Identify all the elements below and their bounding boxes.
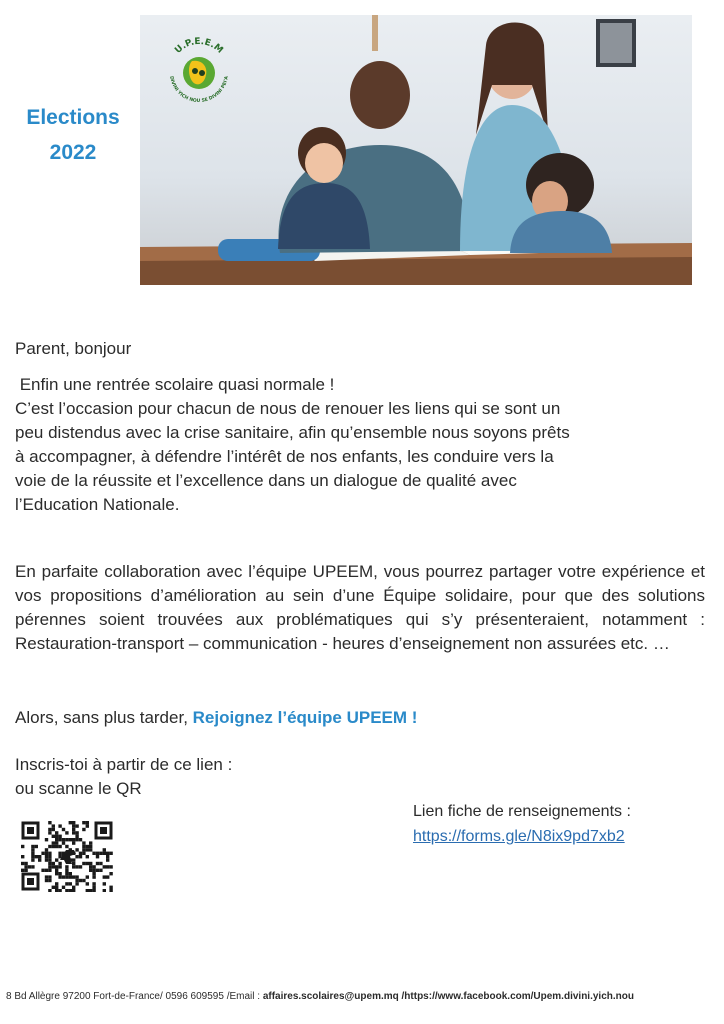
qr-module: [72, 862, 75, 865]
qr-module: [38, 855, 41, 858]
qr-module: [82, 848, 85, 851]
footer-facebook[interactable]: www.facebook.com/Upem.divini.yich.nou: [437, 991, 634, 1002]
qr-module: [41, 852, 44, 855]
qr-module: [35, 855, 38, 858]
footer-email[interactable]: affaires.scolaires@upem.mq: [262, 991, 399, 1002]
qr-module: [52, 862, 55, 865]
qr-module: [48, 879, 51, 882]
qr-module: [103, 865, 106, 868]
qr-module: [69, 821, 72, 824]
qr-module: [89, 889, 92, 892]
qr-module: [52, 886, 55, 889]
qr-module: [109, 886, 112, 889]
qr-module: [69, 882, 72, 885]
logo-acronym: U.P.E.E.M: [173, 36, 225, 56]
footer-address: 8 Bd Allègre 97200 Fort-de-France/ 0596 609595 /Email :: [6, 991, 263, 1002]
qr-module: [21, 845, 24, 848]
qr-module: [82, 845, 85, 848]
qr-module: [48, 865, 51, 868]
qr-module: [55, 838, 58, 841]
qr-module: [86, 862, 89, 865]
signup-line-2: ou scanne le QR: [15, 779, 142, 798]
qr-module: [62, 828, 65, 831]
qr-module: [86, 875, 89, 878]
qr-module: [48, 821, 51, 824]
qr-module: [75, 848, 78, 851]
qr-module: [65, 845, 68, 848]
qr-module: [62, 838, 65, 841]
qr-module: [58, 845, 61, 848]
qr-module: [109, 889, 112, 892]
qr-module: [72, 828, 75, 831]
qr-module: [52, 845, 55, 848]
qr-module: [89, 845, 92, 848]
qr-module: [41, 869, 44, 872]
qr-module: [79, 852, 82, 855]
qr-module: [92, 889, 95, 892]
qr-module: [31, 852, 34, 855]
qr-module: [92, 886, 95, 889]
qr-module: [31, 845, 34, 848]
qr-module: [62, 875, 65, 878]
qr-module: [24, 865, 27, 868]
qr-module: [89, 848, 92, 851]
qr-module: [103, 848, 106, 851]
qr-module: [75, 831, 78, 834]
qr-module: [45, 879, 48, 882]
qr-module: [89, 862, 92, 865]
qr-module: [55, 858, 58, 861]
qr-module: [89, 865, 92, 868]
qr-module: [21, 862, 24, 865]
qr-module: [58, 865, 61, 868]
qr-module: [92, 875, 95, 878]
qr-module: [69, 838, 72, 841]
qr-module: [52, 865, 55, 868]
qr-module: [72, 865, 75, 868]
qr-module: [62, 886, 65, 889]
qr-module: [69, 875, 72, 878]
qr-module: [65, 875, 68, 878]
title-line-1: Elections: [26, 106, 120, 129]
qr-module: [48, 889, 51, 892]
qr-module: [75, 879, 78, 882]
qr-module: [86, 824, 89, 827]
form-link-label: Lien fiche de renseignements :: [413, 803, 631, 820]
qr-module: [96, 855, 99, 858]
qr-module: [72, 886, 75, 889]
qr-module: [72, 821, 75, 824]
qr-module: [86, 889, 89, 892]
call-to-action: [15, 706, 417, 730]
qr-module: [58, 875, 61, 878]
qr-module: [75, 855, 78, 858]
qr-module: [52, 835, 55, 838]
qr-module: [45, 848, 48, 851]
qr-module: [86, 845, 89, 848]
paragraph-intro-line: l’Education Nationale.: [15, 495, 180, 514]
qr-module: [55, 872, 58, 875]
qr-module: [48, 828, 51, 831]
qr-code-icon[interactable]: [20, 820, 114, 892]
qr-module: [79, 865, 82, 868]
qr-module: [92, 872, 95, 875]
qr-module: [92, 865, 95, 868]
qr-module: [92, 869, 95, 872]
qr-module: [89, 841, 92, 844]
qr-module: [82, 862, 85, 865]
form-link[interactable]: https://forms.gle/N8ix9pd7xb2: [413, 828, 625, 845]
qr-module: [48, 845, 51, 848]
qr-module: [86, 882, 89, 885]
cta-highlight: Rejoignez l’équipe UPEEM !: [192, 708, 418, 727]
qr-module: [106, 865, 109, 868]
qr-module: [106, 858, 109, 861]
qr-module: [103, 852, 106, 855]
qr-module: [35, 845, 38, 848]
qr-module: [99, 862, 102, 865]
signup-line-1: Inscris-toi à partir de ce lien :: [15, 755, 233, 774]
paragraph-intro-line: à accompagner, à défendre l’intérêt de nos enfants, les conduire vers la: [15, 447, 554, 466]
qr-module: [99, 869, 102, 872]
qr-module: [55, 835, 58, 838]
signup-instructions: [15, 753, 232, 801]
qr-module: [58, 889, 61, 892]
qr-module: [69, 872, 72, 875]
paragraph-intro-line: peu distendus avec la crise sanitaire, afin qu’ensemble nous soyons prêts: [15, 423, 570, 442]
qr-module: [109, 865, 112, 868]
qr-module: [48, 862, 51, 865]
qr-module: [55, 841, 58, 844]
qr-module: [55, 869, 58, 872]
qr-module: [75, 865, 78, 868]
qr-module: [31, 855, 34, 858]
qr-module: [45, 869, 48, 872]
paragraph-intro-line: Enfin une rentrée scolaire quasi normale !: [15, 375, 335, 394]
svg-text:U.P.E.E.M: [173, 37, 224, 56]
qr-module: [65, 872, 68, 875]
qr-module: [86, 848, 89, 851]
qr-module: [58, 835, 61, 838]
qr-module: [21, 855, 24, 858]
qr-module: [38, 858, 41, 861]
qr-module: [65, 831, 68, 834]
qr-module: [75, 835, 78, 838]
logo-motto: DIVINI YICH NOU SE DIVINI PEI'A: [168, 75, 230, 105]
qr-module: [82, 841, 85, 844]
qr-module: [72, 889, 75, 892]
paragraph-intro-line: voie de la réussite et l’excellence dans un dialogue de qualité avec: [15, 471, 517, 490]
paragraph-intro: [15, 373, 705, 517]
qr-module: [72, 841, 75, 844]
qr-module: [82, 879, 85, 882]
family-map-logo-icon: [162, 31, 236, 105]
qr-module: [106, 875, 109, 878]
qr-module: [103, 882, 106, 885]
qr-module: [109, 872, 112, 875]
qr-module: [82, 852, 85, 855]
qr-module: [109, 852, 112, 855]
qr-module: [65, 882, 68, 885]
qr-module: [55, 865, 58, 868]
qr-module: [99, 852, 102, 855]
qr-module: [24, 862, 27, 865]
qr-module: [58, 852, 61, 855]
qr-module: [106, 852, 109, 855]
qr-module: [86, 855, 89, 858]
qr-module: [55, 845, 58, 848]
greeting: Parent, bonjour: [15, 339, 132, 358]
qr-module: [82, 828, 85, 831]
qr-module: [65, 838, 68, 841]
qr-module: [21, 869, 24, 872]
qr-module: [75, 875, 78, 878]
qr-module: [72, 831, 75, 834]
qr-module: [58, 872, 61, 875]
qr-module: [79, 855, 82, 858]
qr-module: [65, 865, 68, 868]
qr-module: [31, 848, 34, 851]
qr-module: [48, 852, 51, 855]
qr-module: [45, 855, 48, 858]
qr-module: [45, 858, 48, 861]
qr-module: [96, 862, 99, 865]
qr-module: [72, 838, 75, 841]
qr-module: [45, 838, 48, 841]
qr-module: [45, 852, 48, 855]
qr-module: [72, 824, 75, 827]
paragraph-intro-line: C’est l’occasion pour chacun de nous de renouer les liens qui se sont un: [15, 399, 561, 418]
cta-prefix: Alors, sans plus tarder,: [15, 708, 193, 727]
footer-separator: /https://: [398, 991, 438, 1002]
qr-module: [69, 889, 72, 892]
qr-module: [72, 875, 75, 878]
qr-module: [92, 852, 95, 855]
qr-module: [48, 869, 51, 872]
qr-module: [24, 869, 27, 872]
qr-module: [92, 882, 95, 885]
qr-module: [48, 831, 51, 834]
qr-module: [48, 855, 51, 858]
qr-module: [28, 865, 31, 868]
qr-module: [75, 882, 78, 885]
qr-module: [52, 824, 55, 827]
qr-module: [58, 824, 61, 827]
qr-module: [55, 889, 58, 892]
qr-module: [72, 858, 75, 861]
qr-module: [106, 855, 109, 858]
qr-module: [48, 858, 51, 861]
qr-module: [103, 875, 106, 878]
qr-module: [58, 862, 61, 865]
qr-module: [58, 838, 61, 841]
qr-module: [52, 841, 55, 844]
header-photo: [140, 15, 692, 285]
qr-module: [75, 838, 78, 841]
title-line-2: 2022: [49, 141, 97, 164]
qr-module: [96, 852, 99, 855]
qr-module: [45, 875, 48, 878]
qr-module: [79, 879, 82, 882]
qr-module: [55, 831, 58, 834]
qr-module: [96, 869, 99, 872]
qr-module: [65, 889, 68, 892]
qr-module: [62, 841, 65, 844]
qr-module: [86, 821, 89, 824]
page-title: [14, 100, 132, 170]
qr-module: [31, 865, 34, 868]
qr-module: [31, 858, 34, 861]
qr-module: [89, 869, 92, 872]
qr-module: [55, 886, 58, 889]
footer-contact: [6, 990, 718, 1004]
qr-module: [65, 869, 68, 872]
qr-module: [103, 889, 106, 892]
qr-module: [79, 838, 82, 841]
qr-module: [52, 828, 55, 831]
qr-module: [55, 882, 58, 885]
qr-module: [75, 824, 78, 827]
paragraph-collaboration: En parfaite collaboration avec l’équipe UPEEM, vous pourrez partager votre expérience et vos propositions d’amélioration au sein d’une Équipe solidaire, pour que des solutions pérennes soient trouvées aux problématiques qui s’y présenteraient, notamment : Restauration-transport – communication - heures d’enseignement non assurées etc. …: [15, 562, 705, 653]
qr-module: [48, 875, 51, 878]
qr-module: [82, 821, 85, 824]
